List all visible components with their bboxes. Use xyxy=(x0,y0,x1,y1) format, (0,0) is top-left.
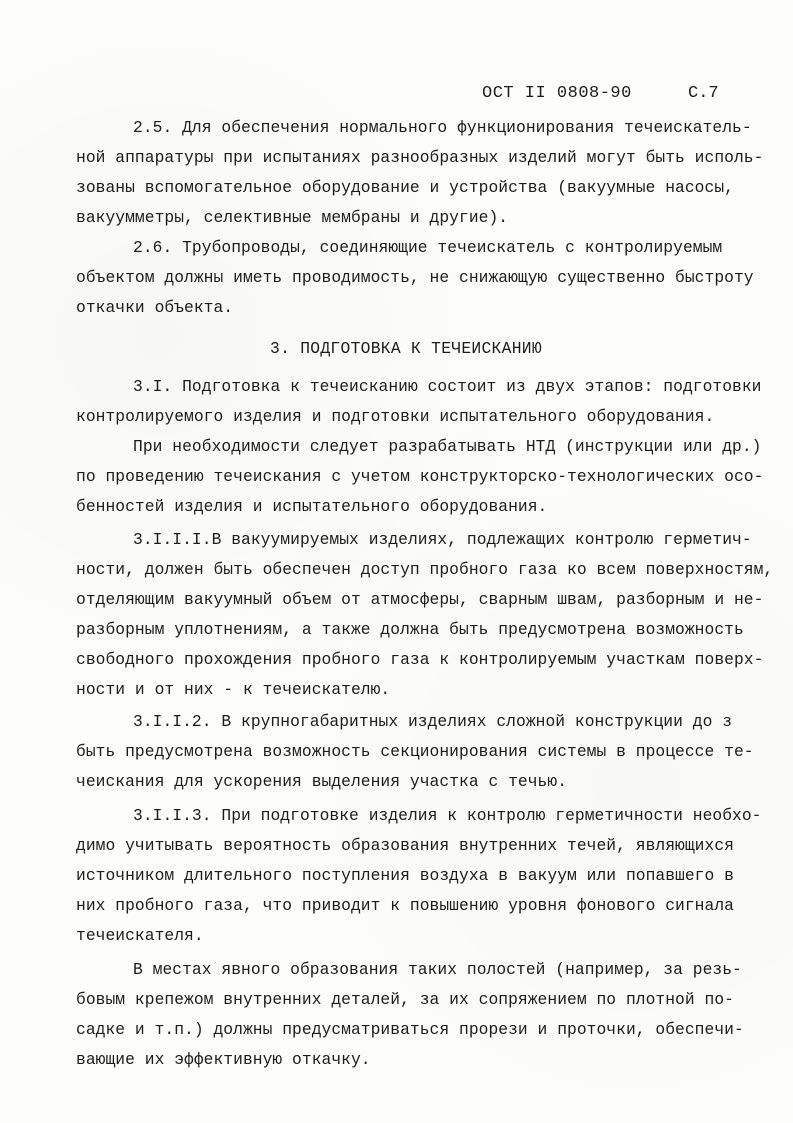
text-line: ной аппаратуры при испытаниях разнообразных изделий могут быть исполь- xyxy=(76,148,764,167)
text-line: по проведению течеискания с учетом конструкторско-технологических осо- xyxy=(76,467,764,486)
text-line: чеискания для ускорения выделения участка с течью. xyxy=(76,772,568,791)
text-line: 3.I.I.2. В крупногабаритных изделиях сложной конструкции до з xyxy=(133,712,733,731)
text-line: 2.5. Для обеспечения нормального функционирования течеискатель- xyxy=(133,118,752,137)
text-line: ности, должен быть обеспечен доступ пробного газа ко всем поверхностям, xyxy=(76,560,774,579)
text-line: При необходимости следует разрабатывать НТД (инструкции или др.) xyxy=(133,437,762,456)
text-line: разборным уплотнениям, а также должна быть предусмотрена возможность xyxy=(76,620,744,639)
text-line: 3.I. Подготовка к течеисканию состоит из двух этапов: подготовки xyxy=(133,377,762,396)
text-line: них пробного газа, что приводит к повышению уровня фонового сигнала xyxy=(76,896,734,915)
text-line: контролируемого изделия и подготовки испытательного оборудования. xyxy=(76,407,715,426)
text-line: димо учитывать вероятность образования внутренних течей, являющихся xyxy=(76,836,734,855)
text-line: отделяющим вакуумный объем от атмосферы, сварным швам, разборным и не- xyxy=(76,590,764,609)
text-line: садке и т.п.) должны предусматриваться прорези и проточки, обеспечи- xyxy=(76,1020,744,1039)
text-line: 2.6. Трубопроводы, соединяющие течеискатель с контролируемым xyxy=(133,238,723,257)
page-number: С.7 xyxy=(688,84,719,103)
text-line: течеискателя. xyxy=(76,926,204,945)
text-line: бенностей изделия и испытательного оборудования. xyxy=(76,497,548,516)
text-line: свободного прохождения пробного газа к контролируемым участкам поверх- xyxy=(76,650,764,669)
document-code: ОСТ II 0808-90 xyxy=(482,84,632,103)
text-line: 3.I.I.3. При подготовке изделия к контролю герметичности необхо- xyxy=(133,806,762,825)
section-heading: 3. ПОДГОТОВКА К ТЕЧЕИСКАНИЮ xyxy=(270,339,542,358)
text-line: вающие их эффективную откачку. xyxy=(76,1050,371,1069)
text-line: зованы вспомогательное оборудование и устройства (вакуумные насосы, xyxy=(76,178,734,197)
text-line: бовым крепежом внутренних деталей, за их сопряжением по плотной по- xyxy=(76,990,734,1009)
text-line: 3.I.I.I.В вакуумируемых изделиях, подлежащих контролю герметич- xyxy=(133,530,752,549)
text-line: ности и от них - к течеискателю. xyxy=(76,680,391,699)
text-line: объектом должны иметь проводимость, не снижающую существенно быстроту xyxy=(76,268,754,287)
text-line: быть предусмотрена возможность секционирования системы в процессе те- xyxy=(76,742,754,761)
text-line: откачки объекта. xyxy=(76,298,234,317)
text-line: вакуумметры, селективные мембраны и другие). xyxy=(76,208,509,227)
text-line: источником длительного поступления воздуха в вакуум или попавшего в xyxy=(76,866,734,885)
text-line: В местах явного образования таких полостей (например, за резь- xyxy=(133,960,742,979)
